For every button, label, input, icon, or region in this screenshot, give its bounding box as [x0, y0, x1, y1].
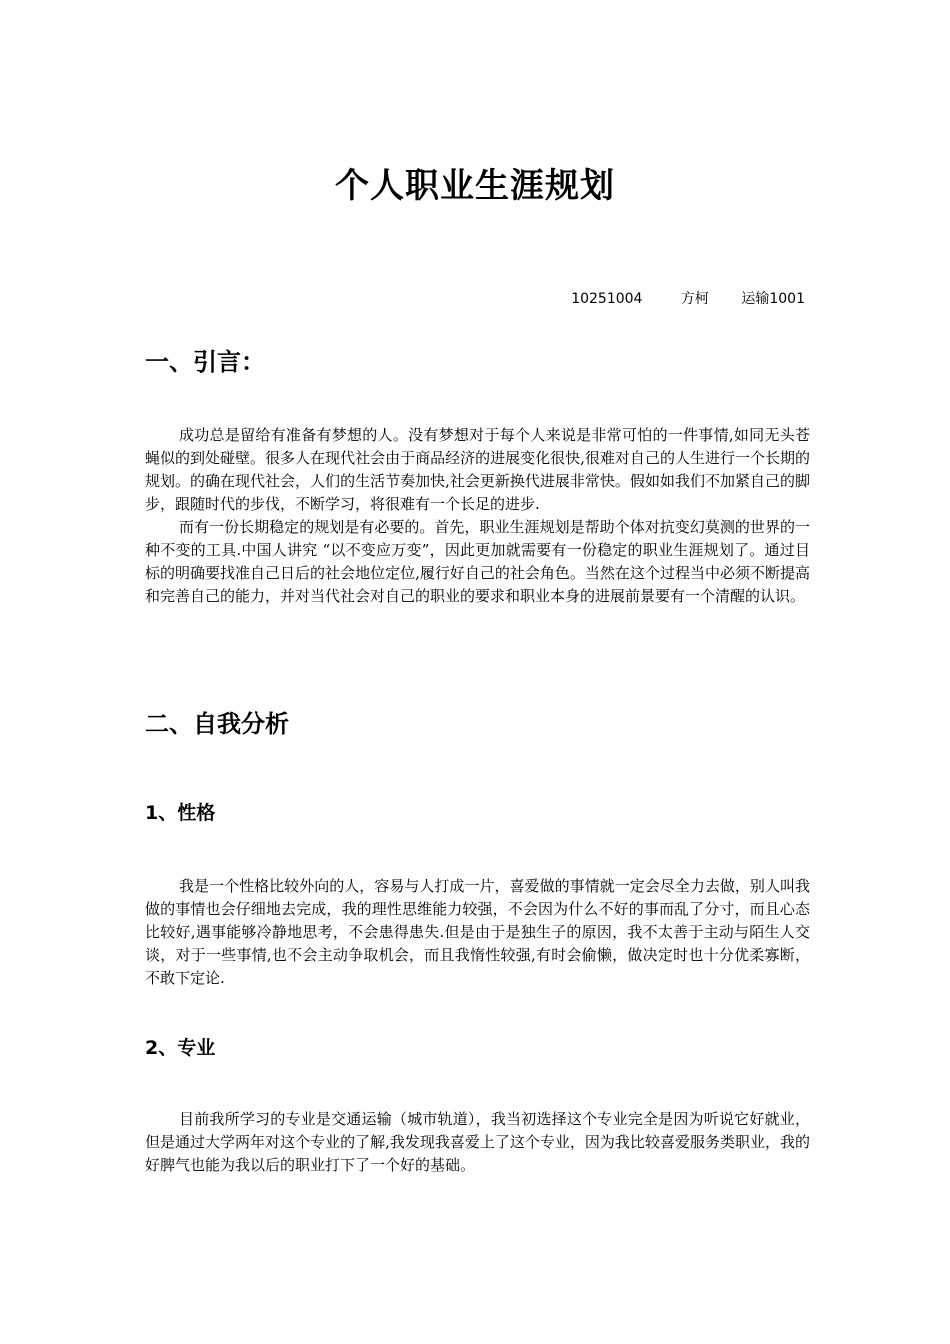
personality-body: [145, 875, 810, 990]
document-title: 个人职业生涯规划: [335, 166, 615, 206]
author-name: 方柯: [680, 291, 709, 307]
student-id: 10251004: [571, 291, 643, 307]
major-body: [145, 1108, 810, 1177]
section-heading-self-analysis: 二、自我分析: [145, 710, 289, 738]
intro-paragraph-2: 而有一份长期稳定的规划是有必要的。首先，职业生涯规划是帮助个体对抗变幻莫测的世界的一种不变的工具.中国人讲究 “以不变应万变”，因此更加就需要有一份稳定的职业生涯规划了。通过目标的明确要找准自己日后的社会地位定位,履行好自己的社会角色。当然在这个过程当中必须不断提高和完善自己的能力，并对当代社会对自己的职业的要求和职业本身的进展前景要有一个清醒的认识。: [145, 518, 810, 605]
intro-paragraph-1: 成功总是留给有准备有梦想的人。没有梦想对于每个人来说是非常可怕的一件事情,如同无头苍蝇似的到处碰壁。很多人在现代社会由于商品经济的进展变化很快,很难对自己的人生进行一个长期的规划。的确在现代社会，人们的生活节奏加快,社会更新换代进展非常快。假如如我们不加紧自己的脚步，跟随时代的步伐，不断学习，将很难有一个长足的进步.: [145, 426, 810, 513]
subsection-heading-personality: 1、性格: [145, 802, 216, 824]
class-name: 运输1001: [741, 291, 805, 307]
subsection-heading-major: 2、专业: [145, 1037, 216, 1059]
major-paragraph: 目前我所学习的专业是交通运输（城市轨道），我当初选择这个专业完全是因为听说它好就业，但是通过大学两年对这个专业的了解,我发现我喜爱上了这个专业，因为我比较喜爱服务类职业，我的好脾气也能为我以后的职业打下了一个好的基础。: [145, 1110, 810, 1174]
personality-paragraph: 我是一个性格比较外向的人，容易与人打成一片，喜爱做的事情就一定会尽全力去做，别人叫我做的事情也会仔细地去完成，我的理性思维能力较强，不会因为什么不好的事而乱了分寸，而且心态比较好,遇事能够冷静地思考，不会患得患失.但是由于是独生子的原因，我不太善于主动与陌生人交谈，对于一些事情,也不会主动争取机会，而且我惰性较强,有时会偷懒，做决定时也十分优柔寡断，不敢下定论.: [145, 877, 810, 987]
intro-body: [145, 424, 810, 608]
author-info: [571, 288, 805, 308]
section-heading-intro: 一、引言：: [145, 348, 265, 376]
